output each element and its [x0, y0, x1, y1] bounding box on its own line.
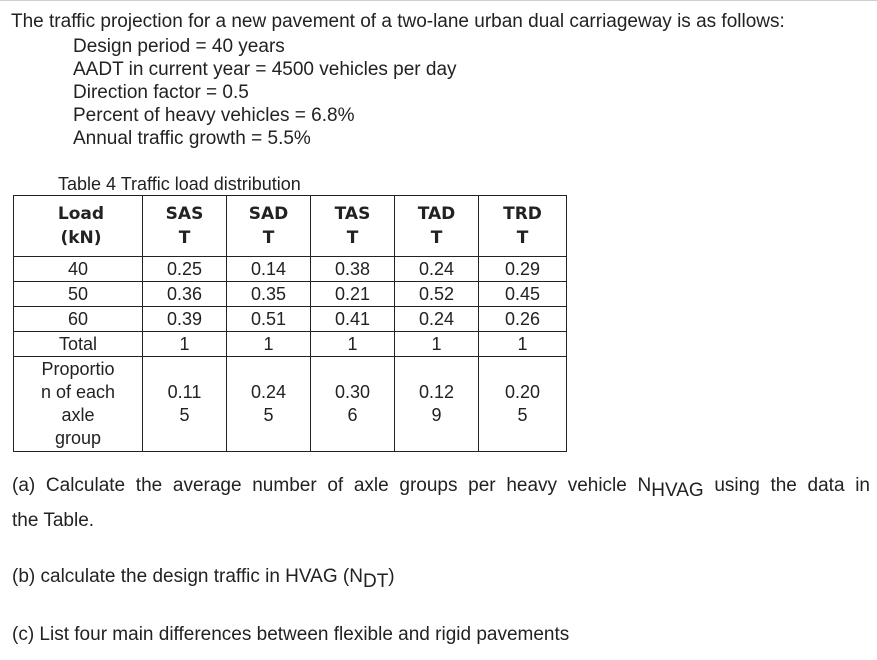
- table-cell: 0.39: [143, 307, 227, 332]
- table-cell: 0.14: [227, 257, 311, 282]
- table-proportion-row: [14, 357, 567, 452]
- param-design-period: Design period = 40 years: [73, 36, 285, 57]
- header-tadt: TAD T: [395, 196, 479, 257]
- table-caption: Table 4 Traffic load distribution: [58, 174, 301, 194]
- table-header-row: [14, 196, 567, 257]
- table-cell: 0.11 5: [143, 357, 227, 452]
- table-cell: 0.36: [143, 282, 227, 307]
- table-cell: 0.38: [311, 257, 395, 282]
- table-cell: 0.21: [311, 282, 395, 307]
- table-cell: 0.35: [227, 282, 311, 307]
- table-cell: 60: [14, 307, 143, 332]
- param-direction-factor: Direction factor = 0.5: [73, 82, 249, 103]
- table-cell: 0.41: [311, 307, 395, 332]
- table-cell: 0.52: [395, 282, 479, 307]
- table-cell: Total: [14, 332, 143, 357]
- table-cell: 0.26: [479, 307, 567, 332]
- table-cell: 1: [395, 332, 479, 357]
- table-cell: 1: [143, 332, 227, 357]
- table-total-row: [14, 332, 567, 357]
- question-a-continued: the Table.: [12, 510, 95, 531]
- table-cell: 1: [479, 332, 567, 357]
- header-trdt: TRD T: [479, 196, 567, 257]
- table-cell: 0.30 6: [311, 357, 395, 452]
- table-cell: 0.12 9: [395, 357, 479, 452]
- table-cell: 0.25: [143, 257, 227, 282]
- header-sadt: SAD T: [227, 196, 311, 257]
- table-cell: 0.24 5: [227, 357, 311, 452]
- table-cell: 40: [14, 257, 143, 282]
- table-cell: 0.45: [479, 282, 567, 307]
- traffic-load-table: [13, 195, 567, 452]
- question-c: (c) List four main differences between flexible and rigid pavements: [12, 624, 570, 645]
- table-cell: 1: [311, 332, 395, 357]
- param-heavy-vehicles: Percent of heavy vehicles = 6.8%: [73, 105, 355, 126]
- table-cell: 1: [227, 332, 311, 357]
- proportion-label: Proportio n of each axle group: [14, 357, 143, 452]
- traffic-parameters: [73, 35, 457, 150]
- question-b: (b) calculate the design traffic in HVAG (NDT): [12, 566, 395, 592]
- table-row: [14, 257, 567, 282]
- top-divider: [0, 0, 877, 1]
- table-row: [14, 282, 567, 307]
- table-cell: 0.24: [395, 257, 479, 282]
- question-a: (a) Calculate the average number of axle groups per heavy vehicle NHVAG using the data in: [12, 475, 870, 501]
- table-cell: 0.51: [227, 307, 311, 332]
- table-cell: 0.24: [395, 307, 479, 332]
- param-aadt: AADT in current year = 4500 vehicles per day: [73, 59, 457, 80]
- header-load: Load (kN): [14, 196, 143, 257]
- symbol-nhvag: NHVAG: [637, 475, 704, 501]
- param-growth: Annual traffic growth = 5.5%: [73, 128, 311, 149]
- header-tast: TAS T: [311, 196, 395, 257]
- table-cell: 50: [14, 282, 143, 307]
- table-cell: 0.20 5: [479, 357, 567, 452]
- table-cell: 0.29: [479, 257, 567, 282]
- problem-intro: The traffic projection for a new pavement of a two-lane urban dual carriageway is as follows:: [11, 11, 785, 32]
- table-row: [14, 307, 567, 332]
- symbol-ndt: NDT: [349, 566, 389, 592]
- header-sast: SAS T: [143, 196, 227, 257]
